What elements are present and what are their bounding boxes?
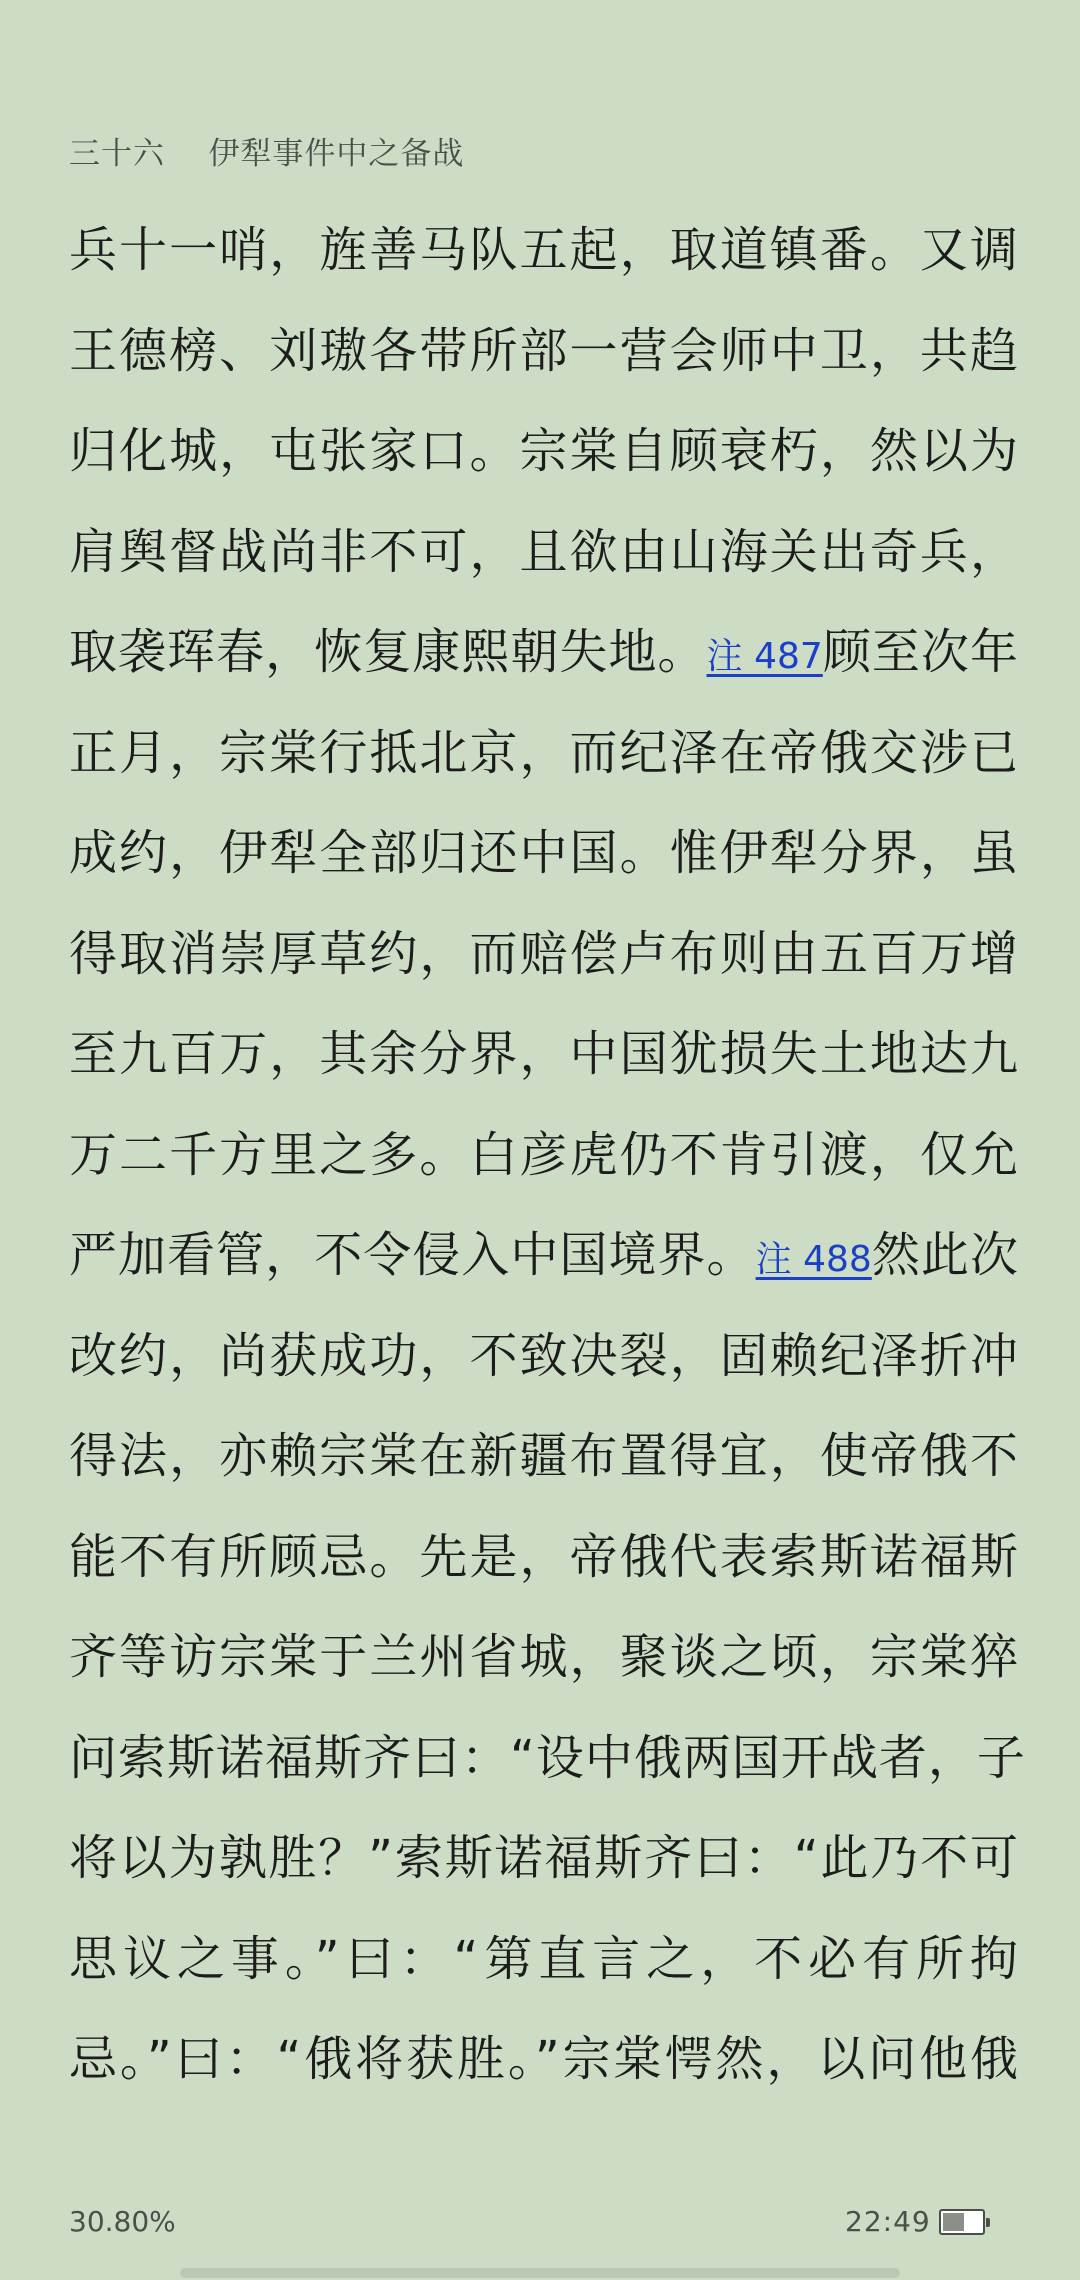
text-line: 万二千方里之多。白彦虎仍不肯引渡，仅允 [69, 1126, 1019, 1183]
text-line: 成约，伊犁全部归还中国。惟伊犁分界，虽 [69, 825, 1019, 881]
text-segment: 严加看管，不令侵入中国境界。 [69, 1227, 756, 1283]
home-indicator[interactable] [180, 2268, 900, 2278]
chapter-title: 三十六 伊犁事件中之备战 [69, 136, 465, 172]
text-segment: 顾至次年 [822, 624, 1019, 680]
text-line: 忌。”曰：“俄将获胜。”宗棠愕然，以问他俄 [69, 2031, 1019, 2087]
text-segment: 取袭珲春，恢复康熙朝失地。 [69, 624, 707, 680]
text-line-with-note [69, 602, 1019, 703]
reading-body [69, 200, 1026, 2110]
battery-icon [939, 2209, 985, 2235]
text-line: 将以为孰胜？”索斯诺福斯齐曰：“此乃不可 [69, 1830, 1019, 1886]
text-line: 王德榜、刘璈各带所部一营会师中卫，共趋 [69, 322, 1019, 379]
reading-progress: 30.80% [69, 2205, 176, 2238]
text-line: 改约，尚获成功，不致决裂，固赖纪泽折冲 [69, 1327, 1019, 1384]
battery-fill [943, 2213, 964, 2231]
clock: 22:49 [845, 2205, 931, 2238]
text-segment: 然此次 [871, 1227, 1019, 1283]
text-line: 问索斯诺福斯齐曰：“设中俄两国开战者，子 [69, 1729, 1026, 1786]
footnote-link-488[interactable]: 注 488 [755, 1239, 872, 1280]
text-line: 思议之事。”曰：“第直言之，不必有所拘 [69, 1930, 1019, 1987]
footnote-link-487[interactable]: 注 487 [706, 636, 823, 677]
text-line: 归化城，屯张家口。宗棠自顾衰朽，然以为 [69, 423, 1019, 479]
text-line: 得取消崇厚草约，而赔偿卢布则由五百万增 [69, 925, 1019, 982]
text-line: 至九百万，其余分界，中国犹损失土地达九 [69, 1026, 1019, 1082]
text-line-with-note [69, 1205, 1019, 1306]
text-line: 齐等访宗棠于兰州省城，聚谈之顷，宗棠猝 [69, 1629, 1019, 1685]
battery-tip [986, 2218, 990, 2227]
text-line: 肩舆督战尚非不可，且欲由山海关出奇兵， [69, 523, 1019, 580]
status-cluster [845, 2205, 985, 2238]
text-line: 得法，亦赖宗棠在新疆布置得宜，使帝俄不 [69, 1428, 1019, 1484]
text-line: 兵十一哨，旌善马队五起，取道镇番。又调 [69, 222, 1019, 278]
text-line: 正月，宗棠行抵北京，而纪泽在帝俄交涉已 [69, 724, 1019, 781]
text-line: 能不有所顾忌。先是，帝俄代表索斯诺福斯 [69, 1528, 1019, 1585]
